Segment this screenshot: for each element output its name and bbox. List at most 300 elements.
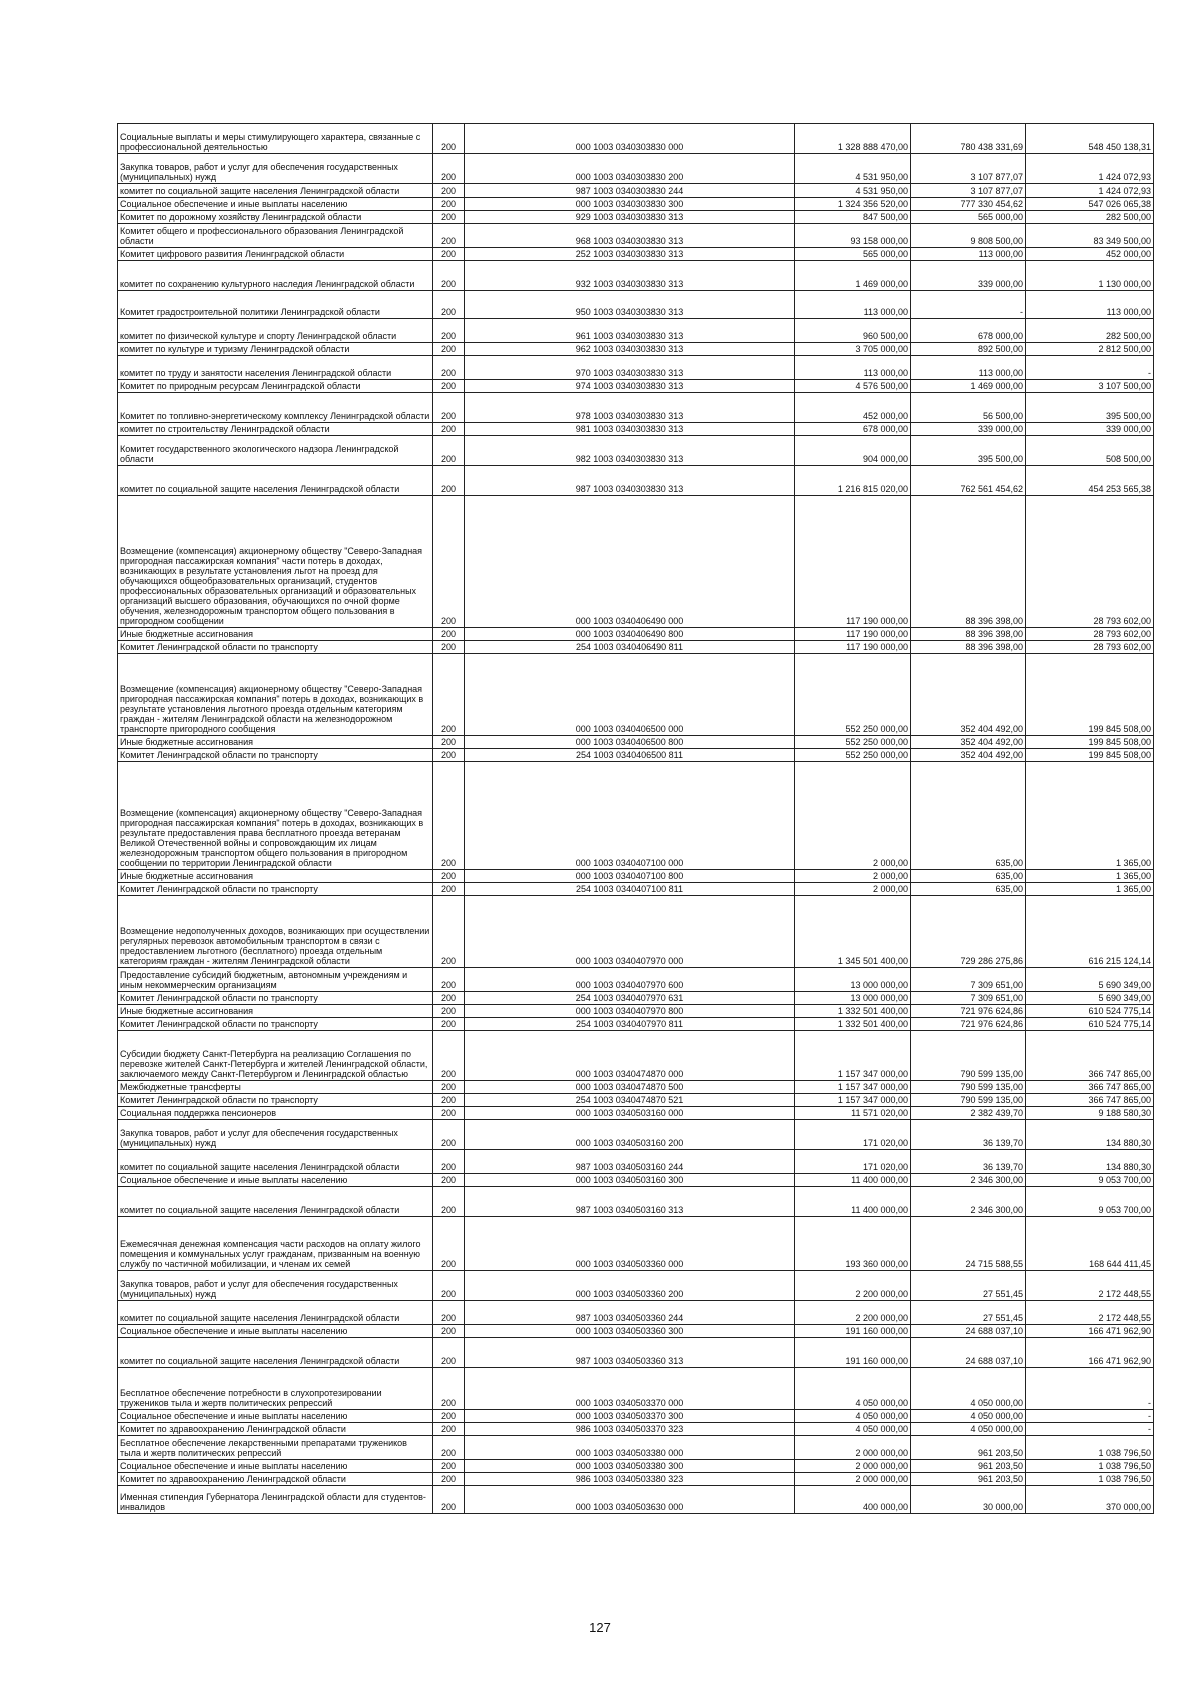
row-approved-cell: 452 000,00	[795, 393, 911, 423]
table-row	[118, 380, 1154, 393]
table-row	[118, 1120, 1154, 1150]
row-unexecuted-cell: 454 253 565,38	[1026, 466, 1154, 496]
row-name-cell: Бесплатное обеспечение потребности в слухопротезировании тружеников тыла и жертв политических репрессий	[118, 1368, 433, 1410]
row-name-cell: Комитет цифрового развития Ленинградской области	[118, 248, 433, 261]
row-executed-cell: 27 551,45	[911, 1271, 1026, 1301]
table-row	[118, 1094, 1154, 1107]
row-executed-cell: 88 396 398,00	[911, 641, 1026, 654]
row-name-cell: Ежемесячная денежная компенсация части расходов на оплату жилого помещения и коммунальных услуг гражданам, призванным на военную службу по частичной мобилизации, и членам их семей	[118, 1217, 433, 1271]
table-row	[118, 423, 1154, 436]
row-executed-cell: 36 139,70	[911, 1120, 1026, 1150]
row-approved-cell: 552 250 000,00	[795, 654, 911, 736]
row-kbk-cell: 000 1003 0340303830 200	[465, 154, 795, 184]
row-code-cell: 200	[433, 736, 465, 749]
row-code-cell: 200	[433, 1217, 465, 1271]
row-kbk-cell: 981 1003 0340303830 313	[465, 423, 795, 436]
row-name-cell: Возмещение недополученных доходов, возникающих при осуществлении регулярных перевозок автомобильным транспортом в связи с предоставлением льготного (бесплатного) проезда отдельным категориям граждан - жителям Ленинградской области	[118, 896, 433, 968]
row-code-cell: 200	[433, 356, 465, 380]
row-unexecuted-cell: 1 038 796,50	[1026, 1460, 1154, 1473]
table-row	[118, 1473, 1154, 1486]
budget-execution-table	[117, 123, 1154, 1514]
page-number: 127	[589, 1620, 611, 1635]
row-unexecuted-cell: 370 000,00	[1026, 1486, 1154, 1514]
row-approved-cell: 552 250 000,00	[795, 736, 911, 749]
row-code-cell: 200	[433, 198, 465, 211]
row-kbk-cell: 000 1003 0340303830 000	[465, 124, 795, 154]
row-kbk-cell: 000 1003 0340503630 000	[465, 1486, 795, 1514]
table-row	[118, 762, 1154, 870]
row-executed-cell: 635,00	[911, 883, 1026, 896]
row-approved-cell: 904 000,00	[795, 436, 911, 466]
row-approved-cell: 1 332 501 400,00	[795, 1018, 911, 1031]
row-code-cell: 200	[433, 1120, 465, 1150]
row-approved-cell: 4 576 500,00	[795, 380, 911, 393]
row-kbk-cell: 000 1003 0340503160 200	[465, 1120, 795, 1150]
row-unexecuted-cell: 168 644 411,45	[1026, 1217, 1154, 1271]
row-code-cell: 200	[433, 1187, 465, 1217]
row-name-cell: Комитет государственного экологического надзора Ленинградской области	[118, 436, 433, 466]
row-name-cell: комитет по труду и занятости населения Ленинградской области	[118, 356, 433, 380]
row-approved-cell: 4 050 000,00	[795, 1368, 911, 1410]
row-approved-cell: 2 000,00	[795, 762, 911, 870]
row-kbk-cell: 254 1003 0340406490 811	[465, 641, 795, 654]
row-name-cell: Социальное обеспечение и иные выплаты населению	[118, 1410, 433, 1423]
row-executed-cell: 790 599 135,00	[911, 1094, 1026, 1107]
row-approved-cell: 193 360 000,00	[795, 1217, 911, 1271]
table-row	[118, 436, 1154, 466]
row-executed-cell: 30 000,00	[911, 1486, 1026, 1514]
row-unexecuted-cell: 282 500,00	[1026, 319, 1154, 343]
row-kbk-cell: 986 1003 0340503380 323	[465, 1473, 795, 1486]
table-row	[118, 1460, 1154, 1473]
row-approved-cell: 400 000,00	[795, 1486, 911, 1514]
row-kbk-cell: 000 1003 0340407100 000	[465, 762, 795, 870]
row-name-cell: комитет по социальной защите населения Ленинградской области	[118, 1301, 433, 1325]
row-executed-cell: 339 000,00	[911, 423, 1026, 436]
row-kbk-cell: 950 1003 0340303830 313	[465, 291, 795, 319]
row-unexecuted-cell: 452 000,00	[1026, 248, 1154, 261]
row-code-cell: 200	[433, 393, 465, 423]
row-kbk-cell: 254 1003 0340406500 811	[465, 749, 795, 762]
row-name-cell: комитет по социальной защите населения Ленинградской области	[118, 184, 433, 198]
row-name-cell: Социальная поддержка пенсионеров	[118, 1107, 433, 1120]
row-unexecuted-cell: 610 524 775,14	[1026, 1018, 1154, 1031]
row-approved-cell: 552 250 000,00	[795, 749, 911, 762]
table-row	[118, 1338, 1154, 1368]
row-executed-cell: 352 404 492,00	[911, 654, 1026, 736]
row-approved-cell: 2 000 000,00	[795, 1473, 911, 1486]
row-name-cell: Иные бюджетные ассигнования	[118, 1005, 433, 1018]
row-kbk-cell: 987 1003 0340503360 313	[465, 1338, 795, 1368]
row-unexecuted-cell: 5 690 349,00	[1026, 992, 1154, 1005]
row-approved-cell: 113 000,00	[795, 356, 911, 380]
row-code-cell: 200	[433, 1271, 465, 1301]
table-row	[118, 1368, 1154, 1410]
row-approved-cell: 93 158 000,00	[795, 224, 911, 248]
row-kbk-cell: 000 1003 0340474870 500	[465, 1081, 795, 1094]
row-code-cell: 200	[433, 1436, 465, 1460]
table-row	[118, 124, 1154, 154]
row-code-cell: 200	[433, 883, 465, 896]
row-executed-cell: 24 688 037,10	[911, 1325, 1026, 1338]
row-executed-cell: 4 050 000,00	[911, 1410, 1026, 1423]
row-kbk-cell: 000 1003 0340503360 000	[465, 1217, 795, 1271]
row-kbk-cell: 000 1003 0340406500 800	[465, 736, 795, 749]
row-name-cell: Социальное обеспечение и иные выплаты населению	[118, 1460, 433, 1473]
table-row	[118, 1174, 1154, 1187]
row-code-cell: 200	[433, 1486, 465, 1514]
table-row	[118, 1436, 1154, 1460]
row-kbk-cell: 968 1003 0340303830 313	[465, 224, 795, 248]
row-unexecuted-cell: 9 188 580,30	[1026, 1107, 1154, 1120]
row-unexecuted-cell: 1 038 796,50	[1026, 1473, 1154, 1486]
table-row	[118, 356, 1154, 380]
table-row	[118, 641, 1154, 654]
row-unexecuted-cell: 113 000,00	[1026, 291, 1154, 319]
row-kbk-cell: 000 1003 0340407100 800	[465, 870, 795, 883]
row-name-cell: Возмещение (компенсация) акционерному обществу "Северо-Западная пригородная пассажирская компания" потерь в доходах, возникающих в результате установления льготного проезда отдельным категориям граждан - жителям Ленинградской области на железнодорожном транспорте пригородного сообщения	[118, 654, 433, 736]
row-executed-cell: 24 688 037,10	[911, 1338, 1026, 1368]
row-unexecuted-cell: 166 471 962,90	[1026, 1338, 1154, 1368]
row-approved-cell: 3 705 000,00	[795, 343, 911, 356]
row-name-cell: Комитет Ленинградской области по транспорту	[118, 992, 433, 1005]
row-unexecuted-cell: -	[1026, 356, 1154, 380]
row-code-cell: 200	[433, 124, 465, 154]
row-executed-cell: 36 139,70	[911, 1150, 1026, 1174]
row-unexecuted-cell: 199 845 508,00	[1026, 736, 1154, 749]
row-unexecuted-cell: 366 747 865,00	[1026, 1081, 1154, 1094]
row-name-cell: Комитет по дорожному хозяйству Ленинградской области	[118, 211, 433, 224]
row-code-cell: 200	[433, 870, 465, 883]
row-executed-cell: -	[911, 291, 1026, 319]
row-name-cell: Возмещение (компенсация) акционерному обществу "Северо-Западная пригородная пассажирская компания" потерь в доходах, возникающих в результате предоставления права бесплатного проезда ветеранам Великой Отечественной войны и сопровождающим их лицам железнодорожным транспортом общего пользования в пригородном сообщении по территории Ленинградской области	[118, 762, 433, 870]
row-code-cell: 200	[433, 248, 465, 261]
row-name-cell: комитет по социальной защите населения Ленинградской области	[118, 1150, 433, 1174]
row-code-cell: 200	[433, 1031, 465, 1081]
row-unexecuted-cell: 548 450 138,31	[1026, 124, 1154, 154]
row-unexecuted-cell: 5 690 349,00	[1026, 968, 1154, 992]
row-code-cell: 200	[433, 1094, 465, 1107]
row-name-cell: Комитет по природным ресурсам Ленинградской области	[118, 380, 433, 393]
row-code-cell: 200	[433, 154, 465, 184]
row-executed-cell: 635,00	[911, 870, 1026, 883]
row-name-cell: Иные бюджетные ассигнования	[118, 628, 433, 641]
row-code-cell: 200	[433, 1005, 465, 1018]
row-unexecuted-cell: 2 172 448,55	[1026, 1271, 1154, 1301]
row-code-cell: 200	[433, 1301, 465, 1325]
row-name-cell: комитет по строительству Ленинградской области	[118, 423, 433, 436]
row-approved-cell: 1 216 815 020,00	[795, 466, 911, 496]
row-executed-cell: 352 404 492,00	[911, 736, 1026, 749]
row-kbk-cell: 000 1003 0340303830 300	[465, 198, 795, 211]
table-body	[118, 124, 1154, 1514]
row-kbk-cell: 000 1003 0340406490 000	[465, 496, 795, 628]
row-unexecuted-cell: 366 747 865,00	[1026, 1094, 1154, 1107]
row-name-cell: Комитет общего и профессионального образования Ленинградской области	[118, 224, 433, 248]
table-row	[118, 1217, 1154, 1271]
row-name-cell: Социальное обеспечение и иные выплаты населению	[118, 1174, 433, 1187]
row-name-cell: Комитет градостроительной политики Ленинградской области	[118, 291, 433, 319]
row-code-cell: 200	[433, 1410, 465, 1423]
row-code-cell: 200	[433, 211, 465, 224]
row-executed-cell: 2 382 439,70	[911, 1107, 1026, 1120]
row-unexecuted-cell: 1 365,00	[1026, 870, 1154, 883]
row-approved-cell: 4 531 950,00	[795, 184, 911, 198]
table-row	[118, 496, 1154, 628]
row-executed-cell: 352 404 492,00	[911, 749, 1026, 762]
row-kbk-cell: 254 1003 0340474870 521	[465, 1094, 795, 1107]
row-approved-cell: 565 000,00	[795, 248, 911, 261]
table-row	[118, 154, 1154, 184]
row-executed-cell: 113 000,00	[911, 356, 1026, 380]
table-row	[118, 291, 1154, 319]
row-executed-cell: 113 000,00	[911, 248, 1026, 261]
row-unexecuted-cell: 9 053 700,00	[1026, 1174, 1154, 1187]
row-unexecuted-cell: 166 471 962,90	[1026, 1325, 1154, 1338]
row-executed-cell: 3 107 877,07	[911, 184, 1026, 198]
table-row	[118, 1005, 1154, 1018]
row-code-cell: 200	[433, 1018, 465, 1031]
row-code-cell: 200	[433, 762, 465, 870]
row-code-cell: 200	[433, 896, 465, 968]
row-unexecuted-cell: 3 107 500,00	[1026, 380, 1154, 393]
row-approved-cell: 171 020,00	[795, 1120, 911, 1150]
row-kbk-cell: 000 1003 0340503370 300	[465, 1410, 795, 1423]
row-kbk-cell: 254 1003 0340407970 811	[465, 1018, 795, 1031]
row-approved-cell: 117 190 000,00	[795, 496, 911, 628]
row-kbk-cell: 000 1003 0340503160 000	[465, 1107, 795, 1120]
row-approved-cell: 4 050 000,00	[795, 1410, 911, 1423]
row-code-cell: 200	[433, 466, 465, 496]
row-name-cell: Комитет Ленинградской области по транспорту	[118, 1018, 433, 1031]
table-row	[118, 896, 1154, 968]
table-row	[118, 736, 1154, 749]
row-unexecuted-cell: 366 747 865,00	[1026, 1031, 1154, 1081]
row-name-cell: Именная стипендия Губернатора Ленинградской области для студентов-инвалидов	[118, 1486, 433, 1514]
row-code-cell: 200	[433, 992, 465, 1005]
row-approved-cell: 13 000 000,00	[795, 992, 911, 1005]
row-unexecuted-cell: 1 424 072,93	[1026, 184, 1154, 198]
row-kbk-cell: 000 1003 0340503360 300	[465, 1325, 795, 1338]
row-unexecuted-cell: 134 880,30	[1026, 1120, 1154, 1150]
row-approved-cell: 2 000 000,00	[795, 1436, 911, 1460]
row-name-cell: комитет по физической культуре и спорту Ленинградской области	[118, 319, 433, 343]
row-code-cell: 200	[433, 749, 465, 762]
row-kbk-cell: 987 1003 0340303830 244	[465, 184, 795, 198]
row-kbk-cell: 929 1003 0340303830 313	[465, 211, 795, 224]
row-unexecuted-cell: 282 500,00	[1026, 211, 1154, 224]
row-unexecuted-cell: 199 845 508,00	[1026, 749, 1154, 762]
row-code-cell: 200	[433, 1107, 465, 1120]
row-unexecuted-cell: 199 845 508,00	[1026, 654, 1154, 736]
row-kbk-cell: 962 1003 0340303830 313	[465, 343, 795, 356]
row-unexecuted-cell: 1 365,00	[1026, 762, 1154, 870]
row-kbk-cell: 000 1003 0340406500 000	[465, 654, 795, 736]
row-unexecuted-cell: 508 500,00	[1026, 436, 1154, 466]
row-code-cell: 200	[433, 1325, 465, 1338]
row-executed-cell: 1 469 000,00	[911, 380, 1026, 393]
row-code-cell: 200	[433, 1423, 465, 1436]
table-row	[118, 654, 1154, 736]
table-row	[118, 198, 1154, 211]
row-name-cell: комитет по социальной защите населения Ленинградской области	[118, 1338, 433, 1368]
row-approved-cell: 191 160 000,00	[795, 1338, 911, 1368]
table-row	[118, 1271, 1154, 1301]
row-name-cell: Закупка товаров, работ и услуг для обеспечения государственных (муниципальных) нужд	[118, 1120, 433, 1150]
table-row	[118, 1486, 1154, 1514]
table-row	[118, 1107, 1154, 1120]
row-name-cell: Комитет Ленинградской области по транспорту	[118, 883, 433, 896]
row-executed-cell: 961 203,50	[911, 1436, 1026, 1460]
row-name-cell: Комитет по здравоохранению Ленинградской области	[118, 1423, 433, 1436]
table-row	[118, 248, 1154, 261]
row-executed-cell: 721 976 624,86	[911, 1018, 1026, 1031]
row-kbk-cell: 000 1003 0340503360 200	[465, 1271, 795, 1301]
row-name-cell: Комитет Ленинградской области по транспорту	[118, 1094, 433, 1107]
row-approved-cell: 1 157 347 000,00	[795, 1081, 911, 1094]
row-name-cell: Бесплатное обеспечение лекарственными препаратами тружеников тыла и жертв политических репрессий	[118, 1436, 433, 1460]
row-name-cell: Социальное обеспечение и иные выплаты населению	[118, 1325, 433, 1338]
row-executed-cell: 780 438 331,69	[911, 124, 1026, 154]
row-approved-cell: 117 190 000,00	[795, 628, 911, 641]
row-name-cell: Иные бюджетные ассигнования	[118, 736, 433, 749]
table-row	[118, 749, 1154, 762]
row-unexecuted-cell: 547 026 065,38	[1026, 198, 1154, 211]
row-executed-cell: 56 500,00	[911, 393, 1026, 423]
row-code-cell: 200	[433, 261, 465, 291]
row-approved-cell: 960 500,00	[795, 319, 911, 343]
row-executed-cell: 790 599 135,00	[911, 1031, 1026, 1081]
row-executed-cell: 892 500,00	[911, 343, 1026, 356]
row-executed-cell: 9 808 500,00	[911, 224, 1026, 248]
row-name-cell: комитет по социальной защите населения Ленинградской области	[118, 1187, 433, 1217]
row-kbk-cell: 000 1003 0340407970 800	[465, 1005, 795, 1018]
row-name-cell: комитет по сохранению культурного наследия Ленинградской области	[118, 261, 433, 291]
row-code-cell: 200	[433, 224, 465, 248]
row-approved-cell: 11 400 000,00	[795, 1174, 911, 1187]
table-row	[118, 1325, 1154, 1338]
row-executed-cell: 2 346 300,00	[911, 1187, 1026, 1217]
row-unexecuted-cell: 2 172 448,55	[1026, 1301, 1154, 1325]
row-executed-cell: 7 309 651,00	[911, 968, 1026, 992]
row-executed-cell: 395 500,00	[911, 436, 1026, 466]
row-code-cell: 200	[433, 1460, 465, 1473]
row-name-cell: Предоставление субсидий бюджетным, автономным учреждениям и иным некоммерческим организациям	[118, 968, 433, 992]
row-unexecuted-cell: 2 812 500,00	[1026, 343, 1154, 356]
row-kbk-cell: 000 1003 0340503160 300	[465, 1174, 795, 1187]
table-row	[118, 1081, 1154, 1094]
row-code-cell: 200	[433, 641, 465, 654]
row-unexecuted-cell: 1 424 072,93	[1026, 154, 1154, 184]
table-row	[118, 1031, 1154, 1081]
table-row	[118, 224, 1154, 248]
row-name-cell: Иные бюджетные ассигнования	[118, 870, 433, 883]
row-executed-cell: 339 000,00	[911, 261, 1026, 291]
row-approved-cell: 1 345 501 400,00	[795, 896, 911, 968]
row-name-cell: Комитет Ленинградской области по транспорту	[118, 749, 433, 762]
row-kbk-cell: 978 1003 0340303830 313	[465, 393, 795, 423]
row-executed-cell: 777 330 454,62	[911, 198, 1026, 211]
row-unexecuted-cell: 28 793 602,00	[1026, 628, 1154, 641]
row-executed-cell: 3 107 877,07	[911, 154, 1026, 184]
row-executed-cell: 2 346 300,00	[911, 1174, 1026, 1187]
row-code-cell: 200	[433, 1150, 465, 1174]
row-name-cell: Социальные выплаты и меры стимулирующего характера, связанные с профессиональной деятельностью	[118, 124, 433, 154]
row-kbk-cell: 254 1003 0340407970 631	[465, 992, 795, 1005]
row-unexecuted-cell: 83 349 500,00	[1026, 224, 1154, 248]
row-approved-cell: 11 571 020,00	[795, 1107, 911, 1120]
row-approved-cell: 171 020,00	[795, 1150, 911, 1174]
row-kbk-cell: 000 1003 0340503380 300	[465, 1460, 795, 1473]
row-kbk-cell: 254 1003 0340407100 811	[465, 883, 795, 896]
row-approved-cell: 2 000,00	[795, 870, 911, 883]
row-kbk-cell: 987 1003 0340503160 244	[465, 1150, 795, 1174]
row-unexecuted-cell: 1 365,00	[1026, 883, 1154, 896]
row-executed-cell: 4 050 000,00	[911, 1423, 1026, 1436]
row-approved-cell: 1 324 356 520,00	[795, 198, 911, 211]
row-approved-cell: 2 200 000,00	[795, 1271, 911, 1301]
row-name-cell: комитет по социальной защите населения Ленинградской области	[118, 466, 433, 496]
table-row	[118, 184, 1154, 198]
row-approved-cell: 4 050 000,00	[795, 1423, 911, 1436]
row-code-cell: 200	[433, 628, 465, 641]
row-name-cell: Комитет Ленинградской области по транспорту	[118, 641, 433, 654]
table-row	[118, 466, 1154, 496]
row-executed-cell: 4 050 000,00	[911, 1368, 1026, 1410]
row-code-cell: 200	[433, 423, 465, 436]
row-unexecuted-cell: 395 500,00	[1026, 393, 1154, 423]
row-executed-cell: 24 715 588,55	[911, 1217, 1026, 1271]
table-row	[118, 393, 1154, 423]
row-name-cell: Субсидии бюджету Санкт-Петербурга на реализацию Соглашения по перевозке жителей Санкт-Петербурга и жителей Ленинградской области, заключаемого между Санкт-Петербургом и Ленинградской областью	[118, 1031, 433, 1081]
row-name-cell: Межбюджетные трансферты	[118, 1081, 433, 1094]
row-name-cell: Возмещение (компенсация) акционерному обществу "Северо-Западная пригородная пассажирская компания" части потерь в доходах, возникающих в результате установления льгот на проезд для обучающихся общеобразовательных организаций, студентов профессиональных образовательных организаций и образовательных организаций высшего образования, обучающихся по очной форме обучения, железнодорожным транспортом общего пользования в пригородном сообщении	[118, 496, 433, 628]
row-code-cell: 200	[433, 436, 465, 466]
row-unexecuted-cell: -	[1026, 1423, 1154, 1436]
row-unexecuted-cell: 339 000,00	[1026, 423, 1154, 436]
row-kbk-cell: 987 1003 0340503160 313	[465, 1187, 795, 1217]
table-row	[118, 343, 1154, 356]
row-approved-cell: 113 000,00	[795, 291, 911, 319]
table-row	[118, 1423, 1154, 1436]
row-code-cell: 200	[433, 184, 465, 198]
table-row	[118, 1018, 1154, 1031]
row-name-cell: Закупка товаров, работ и услуг для обеспечения государственных (муниципальных) нужд	[118, 154, 433, 184]
row-name-cell: Социальное обеспечение и иные выплаты населению	[118, 198, 433, 211]
table-row	[118, 870, 1154, 883]
row-kbk-cell: 986 1003 0340503370 323	[465, 1423, 795, 1436]
row-code-cell: 200	[433, 1368, 465, 1410]
row-unexecuted-cell: 1 130 000,00	[1026, 261, 1154, 291]
row-unexecuted-cell: 616 215 124,14	[1026, 896, 1154, 968]
row-unexecuted-cell: 610 524 775,14	[1026, 1005, 1154, 1018]
row-code-cell: 200	[433, 291, 465, 319]
row-unexecuted-cell: 134 880,30	[1026, 1150, 1154, 1174]
row-executed-cell: 961 203,50	[911, 1473, 1026, 1486]
row-approved-cell: 1 332 501 400,00	[795, 1005, 911, 1018]
row-code-cell: 200	[433, 319, 465, 343]
row-approved-cell: 11 400 000,00	[795, 1187, 911, 1217]
row-name-cell: Комитет по здравоохранению Ленинградской области	[118, 1473, 433, 1486]
row-approved-cell: 678 000,00	[795, 423, 911, 436]
row-code-cell: 200	[433, 1338, 465, 1368]
row-kbk-cell: 970 1003 0340303830 313	[465, 356, 795, 380]
row-kbk-cell: 932 1003 0340303830 313	[465, 261, 795, 291]
row-code-cell: 200	[433, 968, 465, 992]
table-row	[118, 1150, 1154, 1174]
table-row	[118, 1187, 1154, 1217]
row-approved-cell: 1 328 888 470,00	[795, 124, 911, 154]
